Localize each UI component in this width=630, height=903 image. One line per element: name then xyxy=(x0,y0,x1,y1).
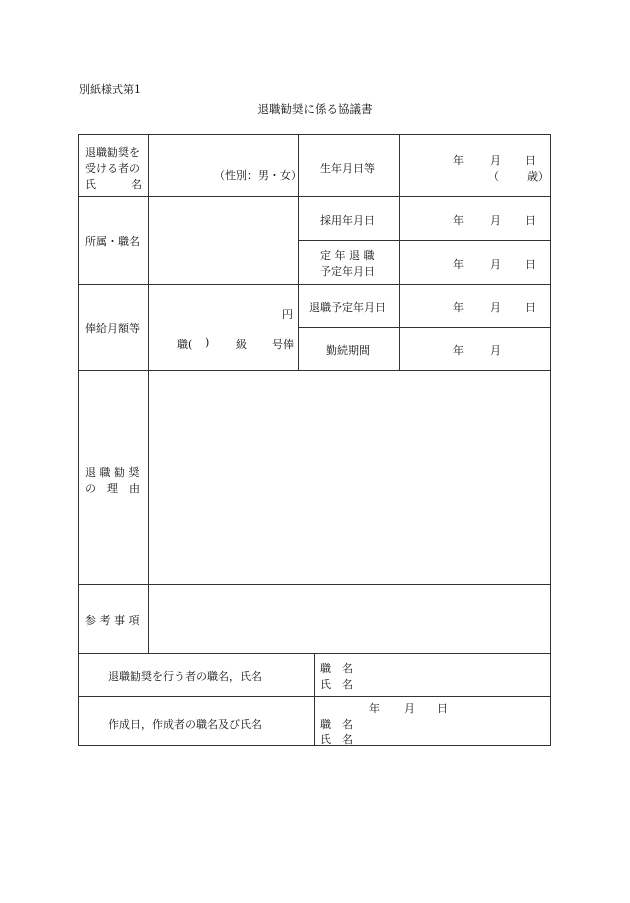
retirement-age-year: 年 xyxy=(453,258,464,271)
retirement-age-label-line1: 定 年 退 職 xyxy=(320,249,375,262)
birth-year: 年 xyxy=(453,154,464,167)
reason-label-line2: の 理 由 xyxy=(85,482,140,495)
service-period-label: 勤続期間 xyxy=(326,344,370,357)
name-label-line3-a: 氏 xyxy=(85,178,96,191)
retirement-age-month: 月 xyxy=(490,258,501,271)
author-post: 職 名 xyxy=(320,718,353,731)
salary-label: 俸給月額等 xyxy=(85,322,140,335)
hire-year: 年 xyxy=(453,214,464,227)
row-divider xyxy=(298,240,551,241)
birth-month: 月 xyxy=(490,154,501,167)
birth-day: 日 xyxy=(525,154,536,167)
recommender-name: 氏 名 xyxy=(320,678,353,691)
grade-class: 級 xyxy=(236,338,247,351)
column-divider xyxy=(399,134,400,370)
name-label-line3-b: 名 xyxy=(131,178,142,191)
author-date-year: 年 xyxy=(369,702,380,715)
grade-step: 号俸 xyxy=(272,338,294,351)
name-label-line2: 受ける者の xyxy=(85,162,140,175)
column-divider xyxy=(148,134,149,653)
form-number: 別紙様式第1 xyxy=(79,83,141,96)
hire-date-label: 採用年月日 xyxy=(320,214,375,227)
hire-month: 月 xyxy=(490,214,501,227)
age-close: 歳） xyxy=(527,170,549,183)
planned-retirement-day: 日 xyxy=(525,301,536,314)
author-date-day: 日 xyxy=(437,702,448,715)
grade-paren: ) xyxy=(205,336,210,349)
name-label-line1: 退職勧奨を xyxy=(85,146,140,159)
planned-retirement-year: 年 xyxy=(453,301,464,314)
service-period-month: 月 xyxy=(490,344,501,357)
author-date-month: 月 xyxy=(404,702,415,715)
gender-field: （性別：男・女） xyxy=(214,169,302,182)
recommender-label: 退職勧奨を行う者の職名，氏名 xyxy=(108,670,262,683)
row-divider xyxy=(298,327,551,328)
document-title: 退職勧奨に係る協議書 xyxy=(257,102,373,116)
notes-label: 参 考 事 項 xyxy=(85,614,140,627)
hire-day: 日 xyxy=(525,214,536,227)
planned-retirement-month: 月 xyxy=(490,301,501,314)
reason-label-line1: 退 職 勧 奨 xyxy=(85,466,140,479)
reason-field[interactable] xyxy=(150,372,549,582)
grade-prefix: 職( xyxy=(177,338,193,351)
retirement-age-day: 日 xyxy=(525,258,536,271)
planned-retirement-label: 退職予定年月日 xyxy=(309,301,386,314)
author-name: 氏 名 xyxy=(320,733,353,746)
author-label: 作成日，作成者の職名及び氏名 xyxy=(108,718,262,731)
column-divider xyxy=(314,653,315,746)
notes-field[interactable] xyxy=(150,586,549,652)
service-period-year: 年 xyxy=(453,344,464,357)
recommender-post: 職 名 xyxy=(320,662,353,675)
retirement-age-label-line2: 予定年月日 xyxy=(320,265,375,278)
birth-date-label: 生年月日等 xyxy=(320,162,375,175)
affiliation-label: 所属・職名 xyxy=(85,235,140,248)
yen-unit: 円 xyxy=(282,308,293,321)
age-open: （ xyxy=(488,170,499,183)
